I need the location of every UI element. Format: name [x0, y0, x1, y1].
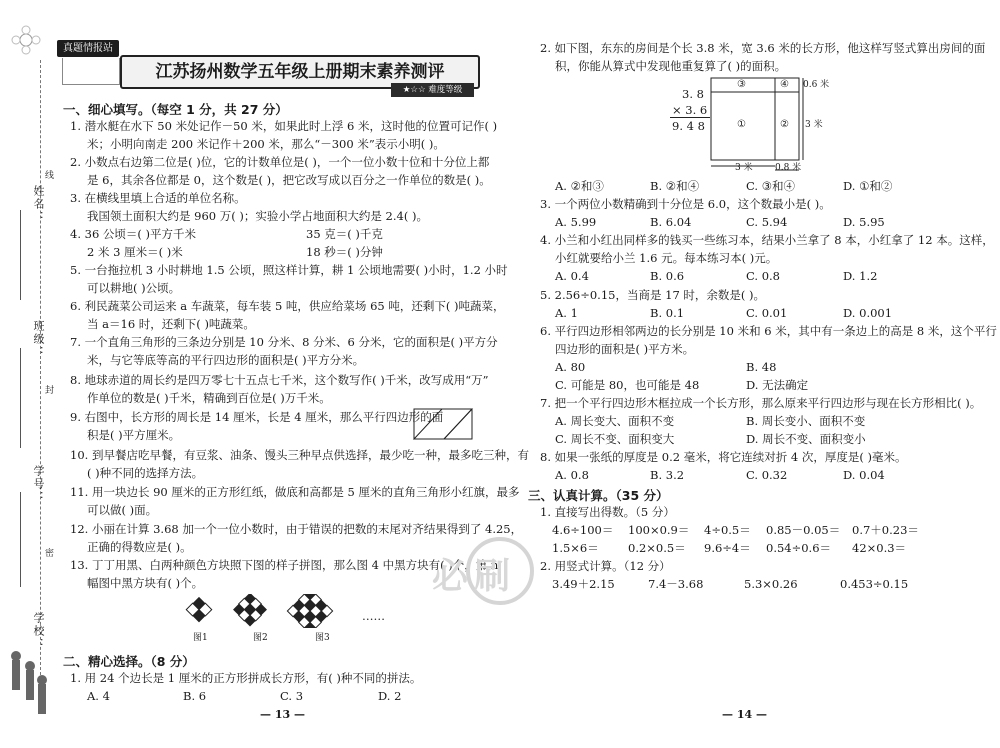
- q7-line1: 7. 一个直角三角形的三条边分别是 10 分米、8 分米、6 分米，它的面积是( )平方分: [70, 335, 498, 349]
- region-1: ①: [737, 119, 746, 130]
- header-tag: 真题情报站: [57, 40, 119, 57]
- c6-option-d: D. 无法确定: [746, 378, 809, 392]
- q10-line2: ( )种不同的选择方法。: [87, 466, 204, 480]
- figure-2: [233, 594, 267, 627]
- page-number-left: — 13 —: [260, 708, 305, 721]
- difficulty-badge: ★☆☆ 难度等级: [391, 83, 474, 97]
- class-blank: [20, 348, 21, 448]
- k1-r1-3: 4÷0.5＝: [704, 523, 751, 537]
- q7-line2: 米，与它等底等高的平行四边形的面积是( )平方分米。: [87, 353, 365, 367]
- c5-question: 5. 2.56÷0.15，当商是 17 时，余数是( )。: [540, 288, 766, 302]
- c2-option-b: B. ②和④: [650, 179, 700, 193]
- line-mark: 线: [43, 170, 53, 181]
- c2-option-d: D. ①和②: [843, 179, 893, 193]
- section-3-title: 三、认真计算。（35 分）: [528, 488, 669, 503]
- c8-option-d: D. 0.04: [843, 468, 885, 482]
- figure-1: [186, 597, 211, 622]
- c8-option-c: C. 0.32: [746, 468, 788, 482]
- fig-label-2: 图2: [253, 633, 268, 643]
- c3-option-a: A. 5.99: [555, 215, 597, 229]
- q6-line1: 6. 利民蔬菜公司运来 a 车蔬菜，每车装 5 吨，供应给菜场 65 吨，还剩下( )吨蔬菜，: [70, 299, 505, 313]
- c5-option-d: D. 0.001: [843, 306, 893, 320]
- c4-option-d: D. 1.2: [843, 269, 878, 283]
- q9-line1: 9. 右图中，长方形的周长是 14 厘米，长是 4 厘米，那么平行四边形的面: [70, 410, 444, 424]
- c3-option-b: B. 6.04: [650, 215, 692, 229]
- dim-0-8m: 0.8 米: [775, 163, 802, 173]
- q2-line2: 是 6，其余各位都是 0，这个数是( )，把它改写成以百分之一作单位的数是( )。: [87, 173, 491, 187]
- k1-r2-2: 0.2×0.5＝: [628, 541, 686, 555]
- calc-result: 9. 4 8: [672, 119, 705, 133]
- k2-item-4: 0.453÷0.15: [840, 577, 909, 591]
- secret-mark: 密: [43, 548, 53, 559]
- k1-r2-3: 9.6÷4＝: [704, 541, 751, 555]
- c5-option-b: B. 0.1: [650, 306, 685, 320]
- k1-r2-4: 0.54÷0.6＝: [766, 541, 832, 555]
- name-blank: [20, 210, 21, 300]
- q13-line2: 幅图中黑方块有( )个。: [87, 576, 204, 590]
- k2-item-2: 7.4－3.68: [648, 577, 704, 591]
- q11-line1: 11. 用一块边长 90 厘米的正方形红纸，做底和高都是 5 厘米的直角三角形小红旗，最多: [70, 485, 520, 499]
- q4-c: 2 米 3 厘米＝( )米: [87, 245, 183, 259]
- q11-line2: 可以做( )面。: [87, 503, 158, 517]
- c7-option-a: A. 周长变大、面积不变: [555, 414, 675, 428]
- c3-question: 3. 一个两位小数精确到十分位是 6.0，这个数最小是( )。: [540, 197, 831, 211]
- c7-question: 7. 把一个平行四边形木框拉成一个长方形，那么原来平行四边形与现在长方形相比( )。: [540, 396, 982, 410]
- c7-option-d: D. 周长不变、面积变小: [746, 432, 866, 446]
- c5-option-a: A. 1: [555, 306, 578, 320]
- q6-line2: 当 a＝16 时，还剩下( )吨蔬菜。: [87, 317, 255, 331]
- q3-line2: 我国领土面积大约是 960 万( )；实验小学占地面积大约是 2.4( )。: [87, 209, 428, 223]
- k1-r2-1: 1.5×6＝: [552, 541, 599, 555]
- c2-option-c: C. ③和④: [746, 179, 796, 193]
- c4-line1: 4. 小兰和小红出同样多的钱买一些练习本，结果小兰拿了 8 本，小红拿了 12 本。这样，: [540, 233, 994, 247]
- c6-option-c: C. 可能是 80，也可能是 48: [555, 378, 700, 392]
- binding-margin: [0, 0, 52, 748]
- c8-option-b: B. 3.2: [650, 468, 685, 482]
- fig-label-1: 图1: [193, 633, 208, 643]
- c4-line2: 小红就要给小兰 1.6 元。每本练习本( )元。: [555, 251, 778, 265]
- c1-option-c: C. 3: [280, 689, 304, 703]
- c1-option-b: B. 6: [183, 689, 207, 703]
- watermark-text: 必刷: [432, 556, 517, 597]
- dim-0-6m: 0.6 米: [803, 80, 830, 90]
- k2-item-1: 3.49＋2.15: [552, 577, 615, 591]
- q4-b: 35 克＝( )千克: [306, 227, 383, 241]
- c6-option-b: B. 48: [746, 360, 777, 374]
- q12-line2: 正确的得数应是( )。: [87, 540, 192, 554]
- c8-question: 8. 如果一张纸的厚度是 0.2 毫米，将它连续对折 4 次，厚度是( )毫米。: [540, 450, 907, 464]
- c2-option-a: A. ②和③: [555, 179, 604, 193]
- k1-r2-5: 42×0.3＝: [852, 541, 907, 555]
- decor-figures-icon: [8, 650, 48, 730]
- q5-line2: 可以耕地( )公顷。: [87, 281, 181, 295]
- k1-r1-2: 100×0.9＝: [628, 523, 690, 537]
- calc-factor-2: × 3. 6: [672, 103, 708, 117]
- c7-option-c: C. 周长不变、面积变大: [555, 432, 675, 446]
- region-3: ③: [737, 79, 746, 90]
- k1-r1-1: 4.6÷100＝: [552, 523, 614, 537]
- rect-parallelogram-figure: [404, 405, 486, 445]
- page-title: 江苏扬州数学五年级上册期末素养测评: [120, 55, 480, 89]
- k1-r1-5: 0.7＋0.23＝: [852, 523, 919, 537]
- region-4: ④: [780, 79, 789, 90]
- c6-line2: 四边形的面积是( )平方米。: [555, 342, 695, 356]
- c2-line1: 2. 如下图，东东的房间是个长 3.8 米，宽 3.6 米的长方形，他这样写竖式算出房间的面: [540, 41, 986, 55]
- q3-line1: 3. 在横线里填上合适的单位名称。: [70, 191, 246, 205]
- page-number-right: — 14 —: [722, 708, 767, 721]
- q1-line2: 米；小明向南走 200 米记作＋200 米，那么“－300 米”表示小明( )。: [87, 137, 445, 151]
- q4-d: 18 秒＝( )分钟: [306, 245, 383, 259]
- c1-option-d: D. 2: [378, 689, 402, 703]
- c6-line1: 6. 平行四边形相邻两边的长分别是 10 米和 6 米，其中有一条边上的高是 8 米，这个平行: [540, 324, 997, 338]
- q4-a: 4. 36 公顷＝( )平方千米: [70, 227, 197, 241]
- q2-line1: 2. 小数点右边第二位是( )位，它的计数单位是( )，一个一位小数十位和十分位上都: [70, 155, 490, 169]
- c7-option-b: B. 周长变小、面积不变: [746, 414, 866, 428]
- seal-mark: 封: [43, 385, 53, 396]
- k2-title: 2. 用竖式计算。（12 分）: [540, 559, 671, 573]
- q8-line2: 作单位的数是( )千米，精确到百位是( )万千米。: [87, 391, 331, 405]
- flower-icon: [6, 20, 46, 60]
- k2-item-3: 5.3×0.26: [744, 577, 798, 591]
- q12-line1: 12. 小丽在计算 3.68 加一个一位小数时，由于错误的把数的末尾对齐结果得到了 4.25，: [70, 522, 523, 536]
- q8-line1: 8. 地球赤道的周长约是四万零七十五点七千米，这个数写作( )千米，改写成用“万”: [70, 373, 489, 387]
- pattern-ellipsis: ……: [362, 609, 385, 623]
- class-label: 班级：: [32, 320, 45, 359]
- c1-question: 1. 用 24 个边长是 1 厘米的正方形拼成长方形，有( )种不同的拼法。: [70, 671, 422, 685]
- c4-option-c: C. 0.8: [746, 269, 780, 283]
- c4-option-a: A. 0.4: [555, 269, 589, 283]
- cut-line: [40, 60, 41, 680]
- region-2: ②: [780, 119, 789, 130]
- school-label: 学校：: [32, 612, 45, 651]
- section-1-title: 一、细心填写。（每空 1 分，共 27 分）: [63, 102, 288, 117]
- c3-option-d: D. 5.95: [843, 215, 885, 229]
- q10-line1: 10. 到早餐店吃早餐，有豆浆、油条、馒头三种早点供选择，最少吃一种，最多吃三种，有: [70, 448, 529, 462]
- c6-option-a: A. 80: [555, 360, 586, 374]
- c4-option-b: B. 0.6: [650, 269, 685, 283]
- k1-title: 1. 直接写出得数。（5 分）: [540, 505, 675, 519]
- k1-r1-4: 0.85－0.05＝: [766, 523, 841, 537]
- pattern-figures: [176, 594, 376, 628]
- q13-line1: 13. 丁丁用黑、白两种颜色方块照下图的样子拼图，那么图 4 中黑方块有( )个，第 n: [70, 558, 499, 572]
- c3-option-c: C. 5.94: [746, 215, 788, 229]
- c1-option-a: A. 4: [87, 689, 110, 703]
- c8-option-a: A. 0.8: [555, 468, 589, 482]
- q9-line2: 积是( )平方厘米。: [87, 428, 181, 442]
- c2-line2: 积，你能从算式中发现他重复算了( )的面积。: [555, 59, 787, 73]
- q1-line1: 1. 潜水艇在水下 50 米处记作－50 米，如果此时上浮 6 米，这时他的位置可记作( ): [70, 119, 498, 133]
- seat-label: 学号：: [32, 465, 45, 504]
- seat-blank: [20, 492, 21, 587]
- header-decor: [62, 58, 120, 85]
- fig-label-3: 图3: [315, 633, 330, 643]
- calc-factor-1: 3. 8: [682, 87, 704, 101]
- c5-option-c: C. 0.01: [746, 306, 788, 320]
- name-label: 姓名：: [32, 185, 45, 224]
- q5-line1: 5. 一台拖拉机 3 小时耕地 1.5 公顷，照这样计算，耕 1 公顷地需要( )小时，1.2 小时: [70, 263, 508, 277]
- dim-3m-bottom: 3 米: [735, 163, 753, 173]
- dim-3m-right: 3 米: [805, 120, 823, 130]
- figure-3: [287, 594, 332, 628]
- section-2-title: 二、精心选择。（8 分）: [63, 654, 195, 669]
